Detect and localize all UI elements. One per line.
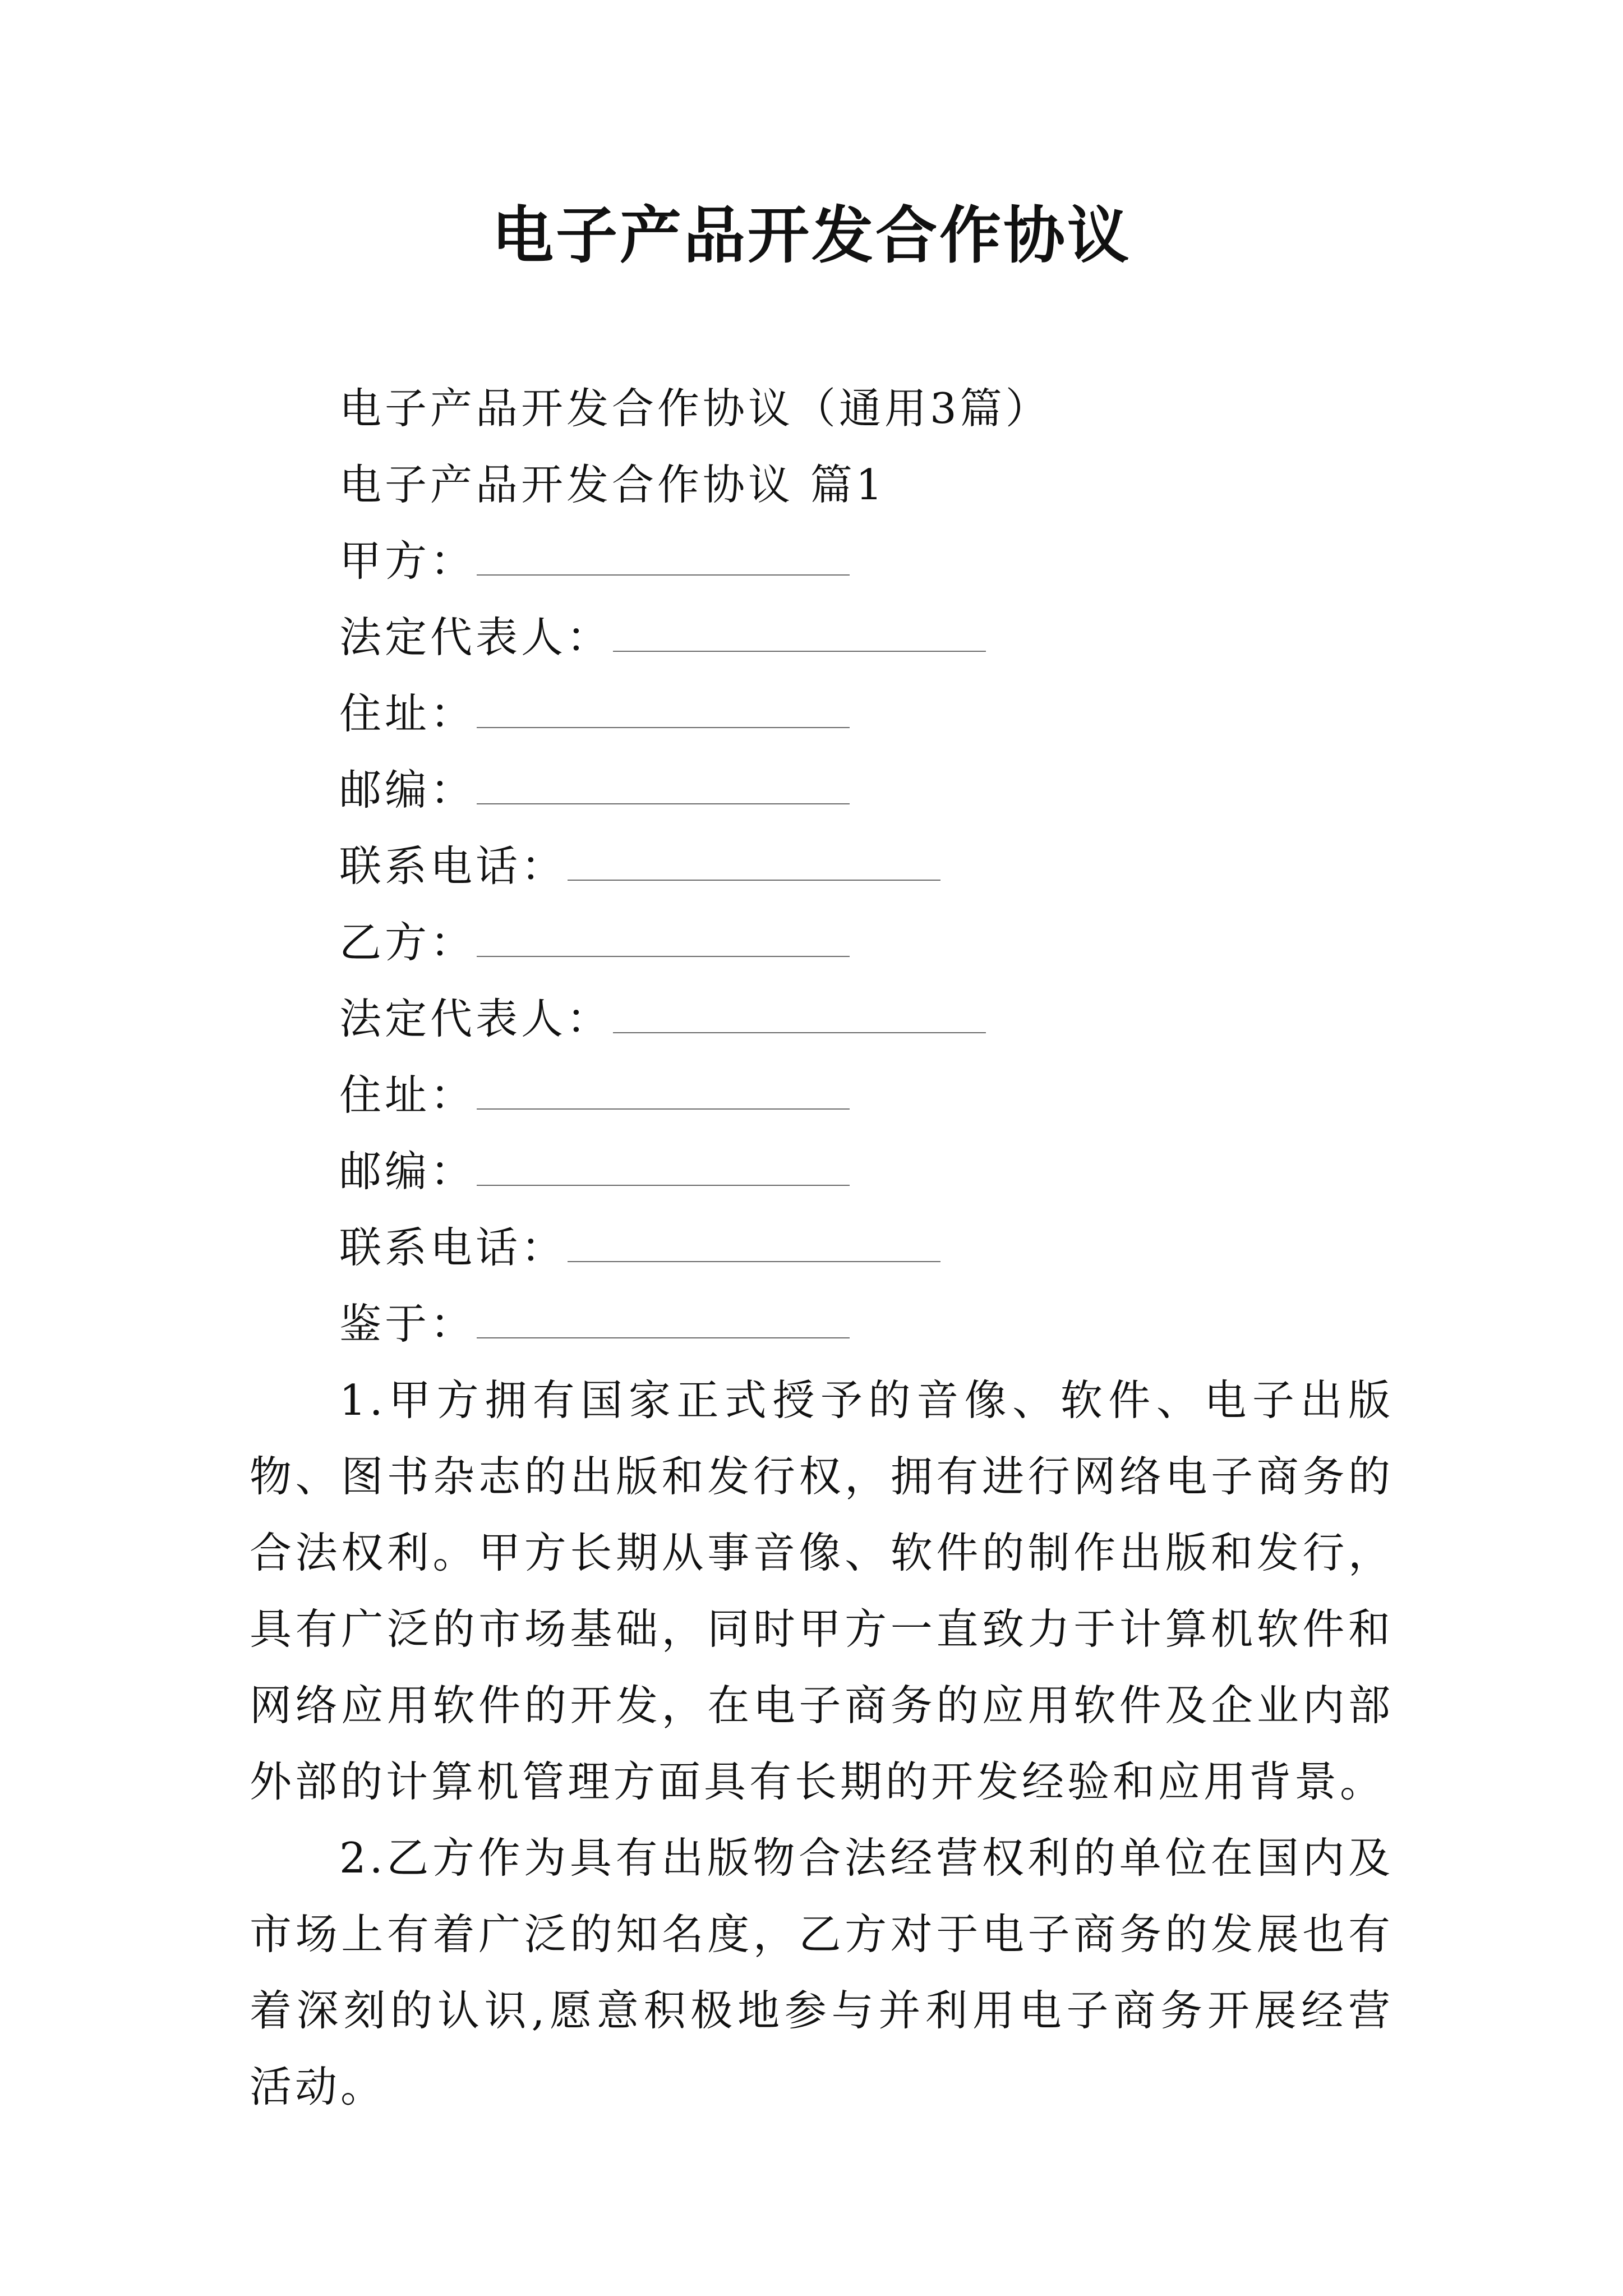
whereas-blank — [477, 1304, 850, 1338]
party-a-label: 甲方： — [339, 536, 476, 586]
party-b-representative-label: 法定代表人： — [339, 994, 612, 1043]
party-a-blank — [477, 541, 850, 576]
party-a-phone-field — [250, 828, 1394, 904]
party-b-label: 乙方： — [339, 918, 476, 967]
party-a-phone-label: 联系电话： — [339, 841, 567, 891]
party-b-phone-blank — [568, 1227, 940, 1262]
document-subtitle: 电子产品开发合作协议（通用3篇） — [339, 384, 1051, 433]
party-b-address-field — [250, 1057, 1394, 1133]
party-b-phone-field — [250, 1209, 1394, 1286]
section-heading: 电子产品开发合作协议 篇1 — [339, 460, 886, 509]
party-b-blank — [477, 922, 850, 957]
party-a-postcode-label: 邮编： — [339, 765, 476, 815]
document-body — [250, 370, 1394, 2125]
party-a-representative-blank — [613, 617, 986, 652]
party-b-field — [250, 904, 1394, 981]
party-a-phone-blank — [568, 846, 940, 881]
party-a-postcode-field — [250, 752, 1394, 828]
party-a-address-label: 住址： — [339, 689, 476, 738]
party-a-address-field — [250, 675, 1394, 752]
document-title: 电子产品开发合作协议 — [492, 199, 1131, 272]
party-a-address-blank — [477, 693, 850, 728]
whereas-label: 鉴于： — [339, 1299, 476, 1349]
party-a-representative-label: 法定代表人： — [339, 613, 612, 662]
party-b-representative-field — [250, 981, 1394, 1057]
party-b-address-label: 住址： — [339, 1070, 476, 1120]
party-b-phone-label: 联系电话： — [339, 1223, 567, 1272]
party-a-postcode-blank — [477, 770, 850, 804]
whereas-field — [250, 1286, 1394, 1362]
party-a-field — [250, 523, 1394, 599]
party-b-postcode-blank — [477, 1151, 850, 1186]
paragraph-2: 2.乙方作为具有出版物合法经营权利的单位在国内及市场上有着广泛的知名度，乙方对于电子商务的发展也有着深刻的认识,愿意积极地参与并利用电子商务开展经营活动。 — [250, 1833, 1394, 2111]
paragraph-1: 1.甲方拥有国家正式授予的音像、软件、电子出版物、图书杂志的出版和发行权，拥有进行网络电子商务的合法权利。甲方长期从事音像、软件的制作出版和发行，具有广泛的市场基础，同时甲方一直致力于计算机软件和网络应用软件的开发，在电子商务的应用软件及企业内部外部的计算机管理方面具有长期的开发经验和应用背景。 — [250, 1375, 1394, 1806]
party-b-postcode-label: 邮编： — [339, 1147, 476, 1196]
party-b-address-blank — [477, 1075, 850, 1110]
party-a-representative-field — [250, 599, 1394, 675]
party-b-representative-blank — [613, 999, 986, 1033]
party-b-postcode-field — [250, 1133, 1394, 1209]
